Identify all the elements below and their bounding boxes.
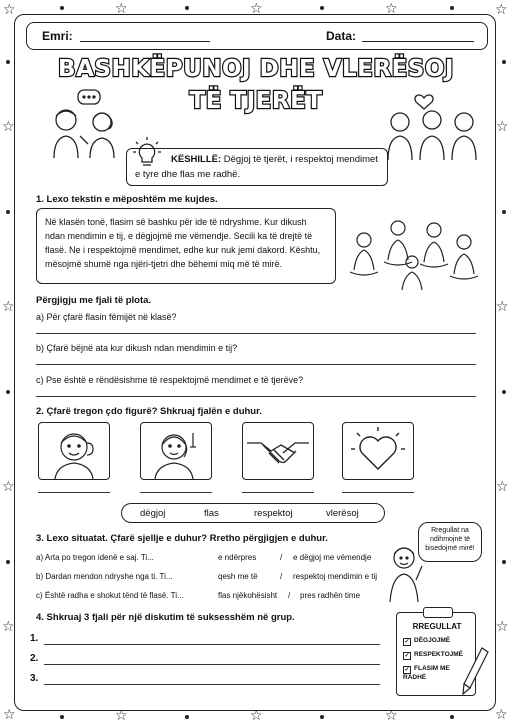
section3-heading: 3. Lexo situatat. Çfarë sjellje e duhur? Rretho përgjigjen e duhur. (36, 533, 328, 544)
word-answer-line-4[interactable] (342, 492, 414, 493)
star-icon: ☆ (3, 2, 16, 18)
star-icon: ☆ (385, 1, 398, 17)
rules-title: RREGULLAT (412, 622, 462, 631)
border-dot (502, 390, 506, 394)
border-dot (60, 715, 64, 719)
word-option: respektoj (254, 508, 293, 519)
option-c2[interactable]: pres radhën time (300, 591, 361, 600)
heart-icon (343, 423, 413, 479)
border-dot (6, 210, 10, 214)
border-dot (6, 390, 10, 394)
star-icon: ☆ (2, 119, 15, 135)
answer-line-a[interactable] (36, 333, 476, 334)
handshake-icon (243, 423, 313, 479)
option-c1[interactable]: flas njëkohësisht (218, 591, 278, 600)
word-answer-line-3[interactable] (242, 492, 314, 493)
star-icon: ☆ (250, 1, 263, 17)
rule-item-2: ✓ RESPEKTOJMË (404, 651, 464, 659)
star-icon: ☆ (495, 707, 508, 723)
sentence-line-2[interactable] (44, 664, 380, 665)
picture-frame-1 (38, 422, 110, 480)
border-dot (185, 6, 189, 10)
name-field[interactable] (80, 41, 210, 42)
page-title-line2: TË TJERËT (189, 88, 323, 114)
line-number-2: 2. (30, 653, 39, 664)
tip-label: KËSHILLË: (171, 154, 222, 165)
answer-line-b[interactable] (36, 364, 476, 365)
situation-a: a) Arta po tregon idenë e saj. Ti... (36, 553, 154, 562)
name-label: Emri: (42, 29, 73, 43)
star-icon: ☆ (2, 619, 15, 635)
border-dot (502, 210, 506, 214)
picture-frame-2 (140, 422, 212, 480)
boy-pointing-illustration (386, 540, 426, 604)
word-bank (121, 503, 385, 523)
border-dot (320, 6, 324, 10)
star-icon: ☆ (115, 1, 128, 17)
star-icon: ☆ (2, 299, 15, 315)
star-icon: ☆ (496, 619, 509, 635)
word-option: vlerësoj (326, 508, 359, 519)
question-c: c) Pse është e rëndësishme të respektojmë mendimet e të tjerëve? (36, 375, 304, 385)
sentence-line-1[interactable] (44, 644, 380, 645)
border-dot (60, 6, 64, 10)
section1-subheading: Përgjigju me fjali të plota. (36, 295, 152, 306)
question-b: b) Çfarë bëjnë ata kur dikush ndan mendimin e tij? (36, 343, 238, 353)
section2-heading: 2. Çfarë tregon çdo figurë? Shkruaj fjalën e duhur. (36, 406, 262, 417)
girl-speaking-icon (141, 423, 211, 479)
word-answer-line-2[interactable] (140, 492, 212, 493)
border-dot (6, 560, 10, 564)
border-dot (320, 715, 324, 719)
header-box (26, 22, 488, 50)
children-circle-illustration (342, 210, 484, 292)
clipboard-clip (423, 607, 453, 618)
boy-listening-icon (39, 423, 109, 479)
separator: / (280, 572, 283, 581)
answer-line-c[interactable] (36, 396, 476, 397)
star-icon: ☆ (2, 479, 15, 495)
sentence-line-3[interactable] (44, 684, 380, 685)
date-field[interactable] (362, 41, 474, 42)
section1-heading: 1. Lexo tekstin e mëposhtëm me kujdes. (36, 194, 218, 205)
star-icon: ☆ (385, 708, 398, 724)
star-icon: ☆ (115, 708, 128, 724)
option-b1[interactable]: qesh me të (218, 572, 258, 581)
option-a1[interactable]: e ndërpres (218, 553, 257, 562)
picture-frame-3 (242, 422, 314, 480)
word-option: dëgjoj (140, 508, 166, 519)
border-dot (450, 715, 454, 719)
date-label: Data: (326, 29, 357, 43)
border-dot (502, 560, 506, 564)
pencil-icon (460, 646, 490, 696)
speech-bubble: Rregullat na ndihmojnë të bisedojmë mirë! (418, 522, 482, 562)
question-a: a) Për çfarë flasin fëmijët në klasë? (36, 312, 177, 322)
line-number-1: 1. (30, 633, 39, 644)
option-a2[interactable]: e dëgjoj me vëmendje (293, 553, 372, 562)
star-icon: ☆ (250, 708, 263, 724)
star-icon: ☆ (496, 299, 509, 315)
star-icon: ☆ (3, 707, 16, 723)
separator: / (280, 553, 283, 562)
section4-heading: 4. Shkruaj 3 fjali për një diskutim të suksesshëm në grup. (36, 612, 295, 623)
line-number-3: 3. (30, 673, 39, 684)
rule-item-3: ✓ FLASIM ME RADHË (403, 665, 450, 681)
checkbox-icon: ✓ (404, 639, 410, 645)
checkbox-icon: ✓ (404, 667, 410, 673)
word-answer-line-1[interactable] (38, 492, 110, 493)
word-option: flas (204, 508, 219, 519)
children-talking-illustration (44, 86, 124, 160)
tip-text: Dëgjoj të tjerët, i respektoj mendimet e tyre dhe flas me radhë. (135, 154, 378, 180)
rule-item-1: ✓ DËGJOJMË (404, 637, 451, 645)
situation-c: c) Është radha e shokut tënd të flasë. Ti... (36, 591, 184, 600)
page-title-line1: BASHKËPUNOJ DHE VLERËSOJ (58, 56, 454, 82)
star-icon: ☆ (495, 2, 508, 18)
friends-heart-illustration (380, 92, 484, 162)
separator: / (288, 591, 291, 600)
tip-box (126, 148, 388, 186)
star-icon: ☆ (496, 479, 509, 495)
reading-passage: Në klasën tonë, flasim së bashku për ide të ndryshme. Kur dikush ndan mendimin e tij, e dëgjojmë me vëmendje. Secili ka të drejtë të flasë. Ne i respektojmë mendimet, edhe kur nuk jemi dakord. Kështu, mësojmë shumë nga njëri-tjetri dhe bëhemi miq më të mirë. (36, 208, 336, 284)
situation-b: b) Dardan mendon ndryshe nga ti. Ti... (36, 572, 173, 581)
border-dot (450, 6, 454, 10)
border-dot (185, 715, 189, 719)
picture-frame-4 (342, 422, 414, 480)
option-b2[interactable]: respektoj mendimin e tij (293, 572, 378, 581)
checkbox-icon: ✓ (404, 653, 410, 659)
star-icon: ☆ (496, 119, 509, 135)
